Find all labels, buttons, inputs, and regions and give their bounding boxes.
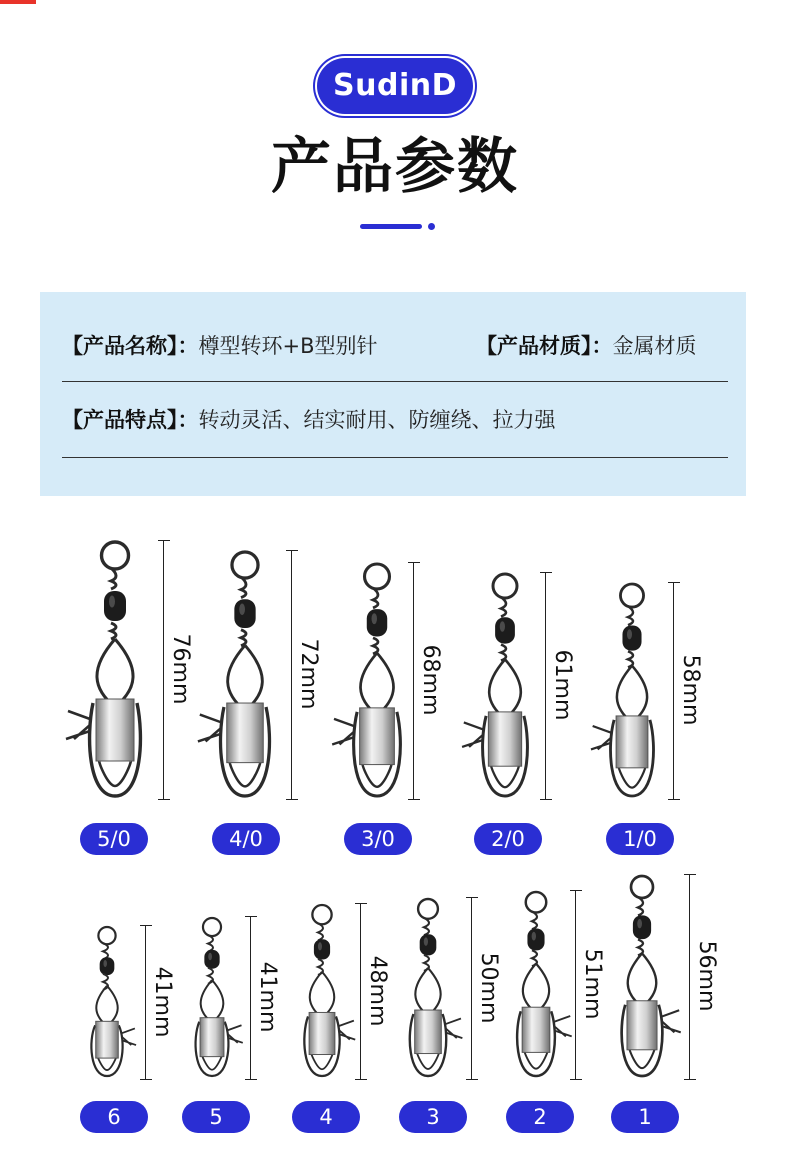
page-title: 产品参数 [271,132,519,202]
length-label: 50mm [476,952,501,1023]
brand-logo-text: SudinD [333,68,457,103]
spec-name-label: 【产品名称】： [62,334,199,358]
size-badge: 2/0 [474,823,542,855]
length-label: 41mm [150,966,175,1037]
length-label: 41mm [255,961,280,1033]
swivel-snap-image [55,540,175,808]
spec-material-value: 金属材质 [612,334,697,358]
spec-name-value: 樽型转环+B型别针 [198,334,378,358]
spec-features-row [62,405,556,435]
length-label: 58mm [678,654,703,726]
spec-panel [40,292,746,496]
size-badge: 2 [506,1101,574,1133]
title-dot [428,223,435,230]
spec-divider [62,457,728,458]
size-badge: 1 [611,1101,679,1133]
size-badge: 3 [399,1101,467,1133]
size-badge: 3/0 [344,823,412,855]
length-label: 68mm [418,644,443,716]
size-badge: 4/0 [212,823,280,855]
corner-mark [0,0,36,4]
length-label: 51mm [580,948,605,1020]
spec-name-row [62,331,378,361]
spec-material-row [476,331,697,361]
length-label: 61mm [550,649,575,721]
title-underline [360,224,422,229]
spec-features-value: 转动灵活、结实耐用、防缠绕、拉力强 [198,408,556,432]
size-badge: 5/0 [80,823,148,855]
brand-logo [317,58,473,114]
length-label: 48mm [365,955,390,1026]
spec-features-label: 【产品特点】： [62,408,199,432]
size-badge: 5 [182,1101,250,1133]
length-label: 76mm [168,633,193,705]
size-badge: 6 [80,1101,148,1133]
spec-divider [62,381,728,382]
size-badge: 4 [292,1101,360,1133]
length-label: 72mm [296,638,321,710]
spec-material-label: 【产品材质】： [476,334,613,358]
length-label: 56mm [694,940,719,1012]
size-badge: 1/0 [606,823,674,855]
